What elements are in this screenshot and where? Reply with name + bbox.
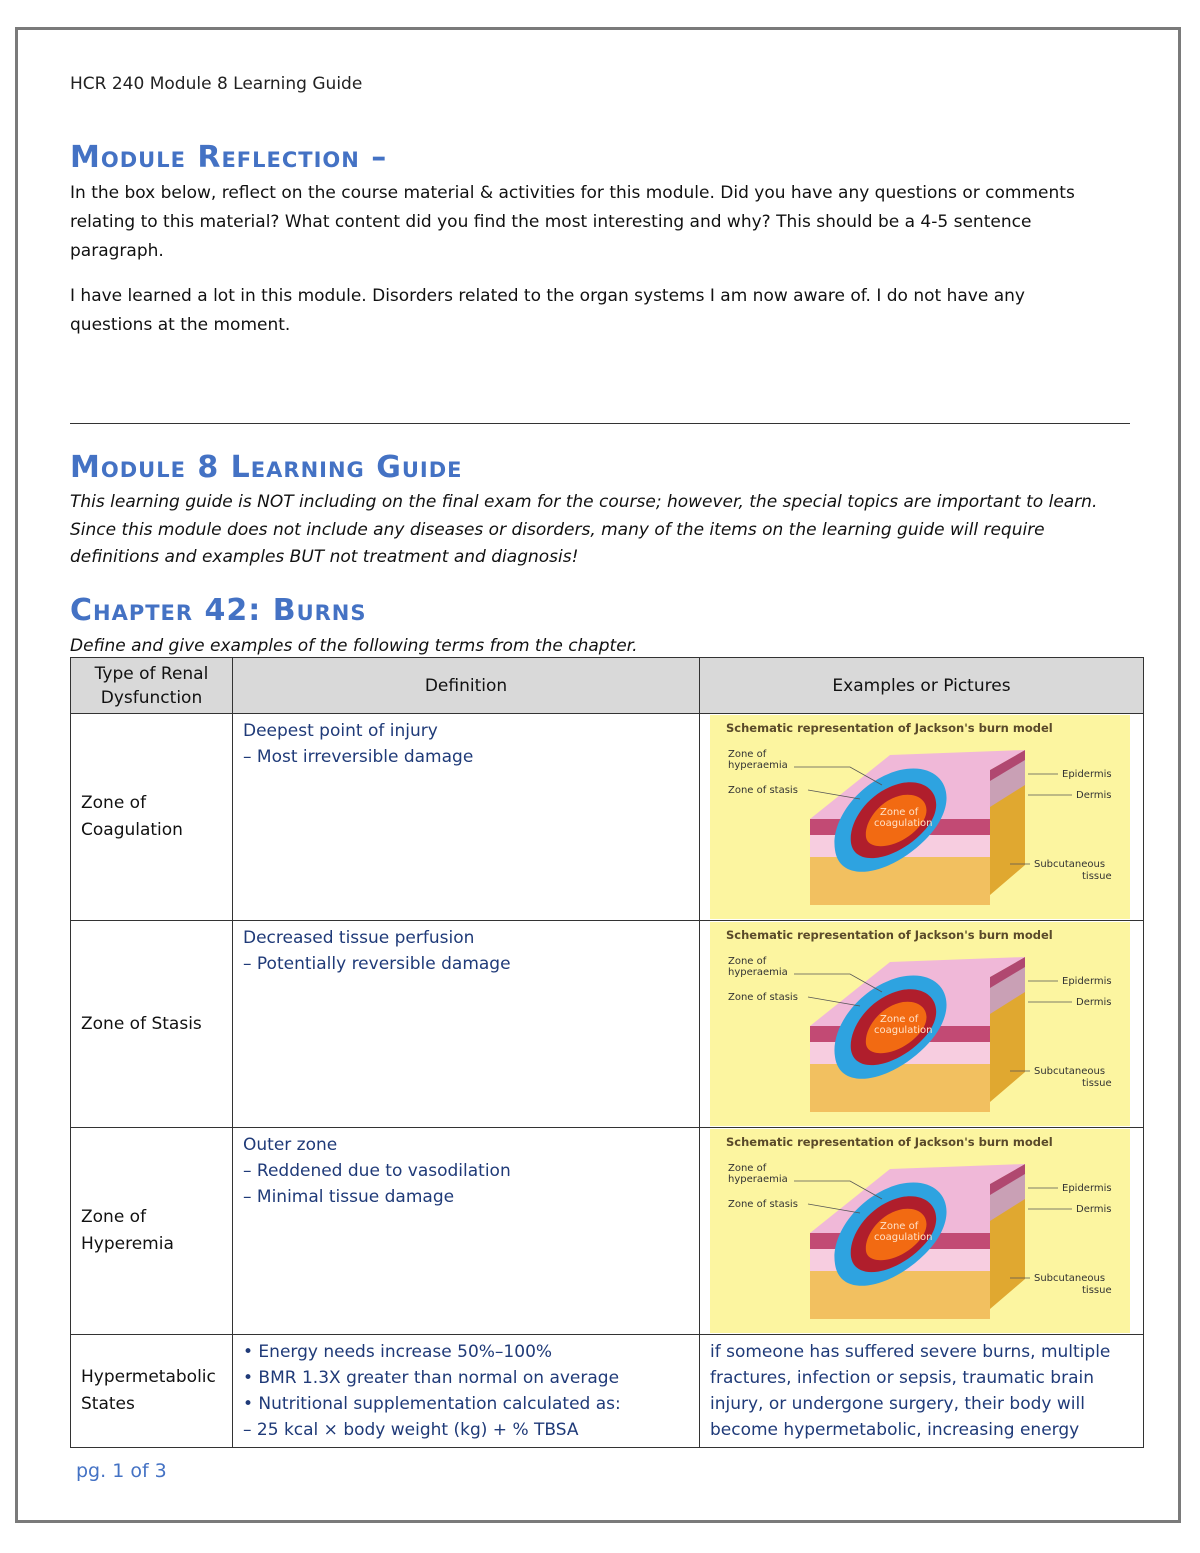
label-stasis: Zone of stasis: [728, 785, 798, 796]
definition-cell[interactable]: [233, 921, 700, 1128]
label-epidermis: Epidermis: [1062, 1183, 1112, 1194]
label-coagulation: coagulation: [874, 1025, 933, 1036]
burn-model-diagram: [710, 922, 1130, 1126]
label-coagulation: Zone of: [880, 1221, 919, 1232]
reflection-answer[interactable]: I have learned a lot in this module. Disorders related to the organ systems I am now aware of. I do not have any questions at the moment.: [70, 286, 1025, 335]
label-hyperaemia: hyperaemia: [728, 967, 788, 978]
definition-cell[interactable]: [233, 1335, 700, 1448]
example-cell[interactable]: [700, 921, 1144, 1128]
definition-line: Decreased tissue perfusion: [243, 928, 475, 948]
chapter-instruction: Define and give examples of the following terms from the chapter.: [70, 636, 638, 656]
subcutaneous-layer: [810, 1269, 990, 1319]
burn-model-diagram: [710, 715, 1130, 919]
page-number: pg. 1 of 3: [76, 1460, 167, 1482]
subcutaneous-layer: [810, 1062, 990, 1112]
label-coagulation: coagulation: [874, 1232, 933, 1243]
label-coagulation: Zone of: [880, 807, 919, 818]
table-row: [71, 1335, 1144, 1448]
burn-model-diagram: [710, 1129, 1130, 1333]
label-hyperaemia: Zone of: [728, 956, 767, 967]
definition-line: – Minimal tissue damage: [243, 1187, 455, 1207]
definition-cell[interactable]: [233, 1128, 700, 1335]
term-cell[interactable]: Zone of Stasis: [71, 921, 233, 1128]
definition-line: – Potentially reversible damage: [243, 954, 511, 974]
header-examples: Examples or Pictures: [700, 658, 1144, 714]
definition-line: – 25 kcal × body weight (kg) + % TBSA: [243, 1420, 579, 1440]
definition-line: Deepest point of injury: [243, 721, 438, 741]
section-divider: [70, 423, 1130, 424]
reflection-prompt: In the box below, reflect on the course material & activities for this module. Did you have any questions or comments relating to this material? What content did you find the most interesting and why? This should be a 4-5 sentence paragraph.: [70, 183, 1075, 261]
label-stasis: Zone of stasis: [728, 1199, 798, 1210]
label-hyperaemia: Zone of: [728, 749, 767, 760]
definition-cell[interactable]: [233, 714, 700, 921]
example-cell[interactable]: [700, 1335, 1144, 1448]
definition-line: – Most irreversible damage: [243, 747, 474, 767]
example-cell[interactable]: [700, 714, 1144, 921]
example-text: if someone has suffered severe burns, multiple fractures, infection or sepsis, traumatic brain injury, or undergone surgery, their body will become hypermetabolic, increasing energy: [710, 1342, 1111, 1440]
header-term: Type of Renal Dysfunction: [71, 658, 233, 714]
example-cell[interactable]: [700, 1128, 1144, 1335]
diagram-title: Schematic representation of Jackson's burn model: [726, 721, 1053, 735]
guide-heading: Module 8 Learning Guide: [70, 450, 463, 485]
label-subcutaneous: tissue: [1082, 871, 1112, 882]
subcutaneous-layer: [810, 855, 990, 905]
term-cell[interactable]: Zone of Hyperemia: [71, 1128, 233, 1335]
label-dermis: Dermis: [1076, 1204, 1112, 1215]
label-subcutaneous: Subcutaneous: [1034, 1066, 1106, 1077]
definition-line: • Energy needs increase 50%–100%: [243, 1342, 553, 1362]
term-cell[interactable]: Hypermetabolic States: [71, 1335, 233, 1448]
terms-table: [70, 657, 1144, 1448]
label-epidermis: Epidermis: [1062, 976, 1112, 987]
label-dermis: Dermis: [1076, 790, 1112, 801]
table-row: [71, 1128, 1144, 1335]
label-subcutaneous: Subcutaneous: [1034, 859, 1106, 870]
term-cell[interactable]: Zone of Coagulation: [71, 714, 233, 921]
definition-line: • Nutritional supplementation calculated as:: [243, 1394, 621, 1414]
label-stasis: Zone of stasis: [728, 992, 798, 1003]
table-header-row: [71, 658, 1144, 714]
label-hyperaemia: Zone of: [728, 1163, 767, 1174]
label-hyperaemia: hyperaemia: [728, 1174, 788, 1185]
definition-line: • BMR 1.3X greater than normal on average: [243, 1368, 620, 1388]
document-header: HCR 240 Module 8 Learning Guide: [70, 74, 363, 94]
label-subcutaneous: Subcutaneous: [1034, 1273, 1106, 1284]
label-coagulation: Zone of: [880, 1014, 919, 1025]
table-row: [71, 714, 1144, 921]
definition-line: Outer zone: [243, 1135, 338, 1155]
label-dermis: Dermis: [1076, 997, 1112, 1008]
table-row: [71, 921, 1144, 1128]
definition-line: – Reddened due to vasodilation: [243, 1161, 511, 1181]
reflection-heading: Module Reflection –: [70, 140, 388, 175]
label-subcutaneous: tissue: [1082, 1078, 1112, 1089]
label-hyperaemia: hyperaemia: [728, 760, 788, 771]
label-subcutaneous: tissue: [1082, 1285, 1112, 1296]
diagram-title: Schematic representation of Jackson's burn model: [726, 928, 1053, 942]
header-definition: Definition: [233, 658, 700, 714]
diagram-title: Schematic representation of Jackson's burn model: [726, 1135, 1053, 1149]
guide-intro: This learning guide is NOT including on the final exam for the course; however, the special topics are important to learn. Since this module does not include any diseases or disorders, many of the items on the learning guide will require definitions and examples BUT not treatment and diagnosis!: [70, 492, 1098, 567]
label-epidermis: Epidermis: [1062, 769, 1112, 780]
label-coagulation: coagulation: [874, 818, 933, 829]
chapter-heading: Chapter 42: Burns: [70, 593, 367, 628]
